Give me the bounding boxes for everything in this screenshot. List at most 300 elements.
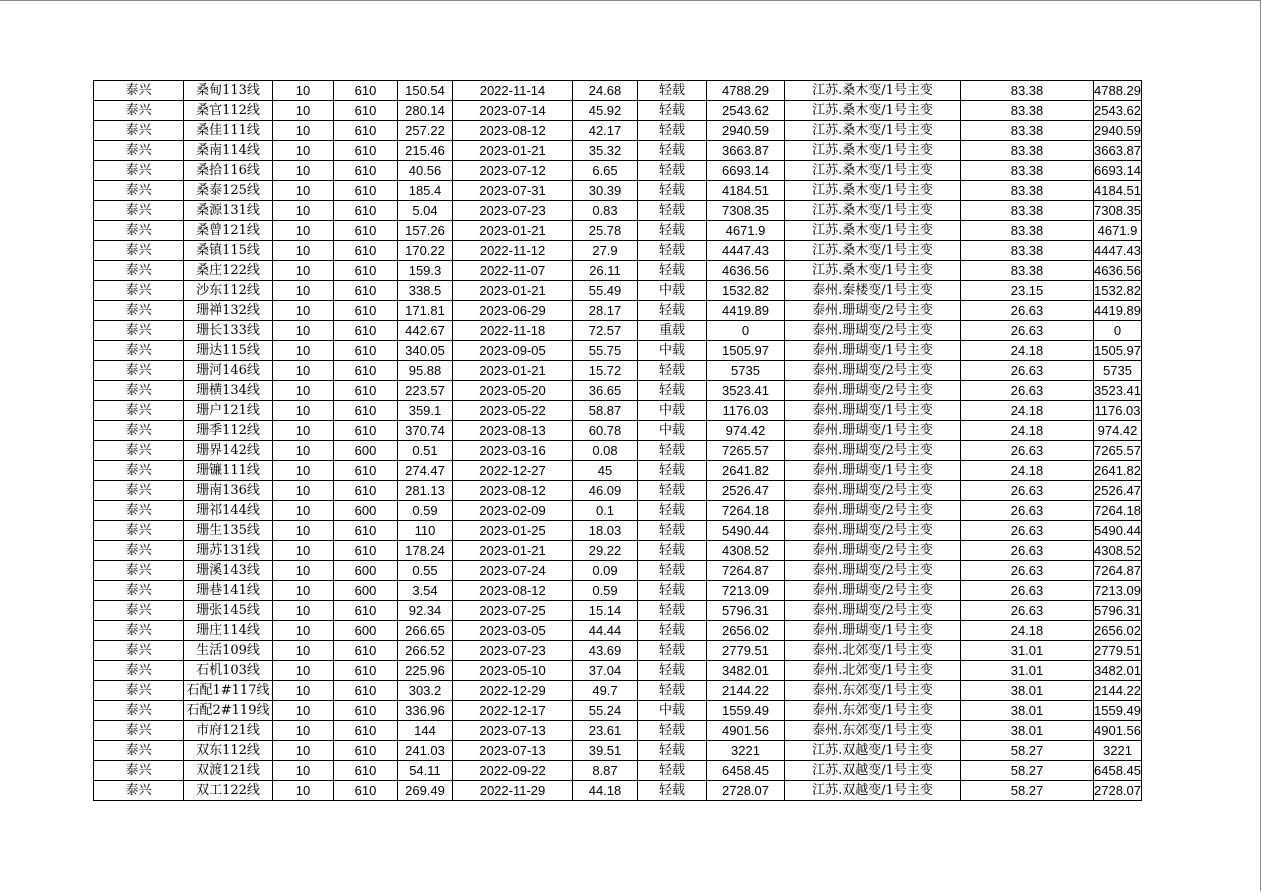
cell-voltage: 10	[273, 421, 334, 441]
cell-transformer-load-rate: 26.63	[961, 581, 1094, 601]
cell-open-capacity: 5796.31	[707, 601, 785, 621]
cell-open-capacity: 4419.89	[707, 301, 785, 321]
cell-load: 110	[398, 521, 453, 541]
table-row	[94, 481, 1142, 501]
cell-capacity: 4671.9	[1094, 221, 1142, 241]
cell-voltage: 10	[273, 701, 334, 721]
cell-rated: 610	[334, 361, 398, 381]
cell-load: 0.51	[398, 441, 453, 461]
cell-load-rate: 46.09	[573, 481, 638, 501]
cell-region: 泰兴	[94, 761, 184, 781]
cell-transformer: 泰州.珊瑚变/2号主变	[785, 301, 961, 321]
cell-load-rate: 0.08	[573, 441, 638, 461]
cell-date: 2023-07-23	[453, 201, 573, 221]
cell-load-rate: 72.57	[573, 321, 638, 341]
cell-load-rate: 8.87	[573, 761, 638, 781]
cell-status: 轻载	[638, 681, 707, 701]
cell-line-name: 珊达115线	[184, 341, 273, 361]
cell-region: 泰兴	[94, 561, 184, 581]
cell-open-capacity: 5490.44	[707, 521, 785, 541]
cell-rated: 600	[334, 501, 398, 521]
cell-transformer-load-rate: 26.63	[961, 301, 1094, 321]
cell-load: 3.54	[398, 581, 453, 601]
cell-date: 2022-11-12	[453, 241, 573, 261]
cell-region: 泰兴	[94, 701, 184, 721]
cell-date: 2023-08-12	[453, 481, 573, 501]
cell-date: 2022-12-27	[453, 461, 573, 481]
cell-rated: 610	[334, 721, 398, 741]
cell-capacity: 4308.52	[1094, 541, 1142, 561]
cell-capacity: 2779.51	[1094, 641, 1142, 661]
cell-load: 0.55	[398, 561, 453, 581]
cell-load: 178.24	[398, 541, 453, 561]
cell-region: 泰兴	[94, 581, 184, 601]
cell-open-capacity: 7308.35	[707, 201, 785, 221]
cell-capacity: 3663.87	[1094, 141, 1142, 161]
cell-load-rate: 42.17	[573, 121, 638, 141]
cell-transformer: 泰州.东郊变/1号主变	[785, 721, 961, 741]
cell-line-name: 石机103线	[184, 661, 273, 681]
cell-status: 轻载	[638, 201, 707, 221]
cell-region: 泰兴	[94, 181, 184, 201]
cell-date: 2023-08-12	[453, 121, 573, 141]
cell-line-name: 桑南114线	[184, 141, 273, 161]
cell-voltage: 10	[273, 721, 334, 741]
cell-status: 轻载	[638, 141, 707, 161]
table-row	[94, 641, 1142, 661]
cell-load-rate: 60.78	[573, 421, 638, 441]
table-row	[94, 361, 1142, 381]
cell-date: 2023-05-20	[453, 381, 573, 401]
cell-capacity: 4184.51	[1094, 181, 1142, 201]
cell-region: 泰兴	[94, 281, 184, 301]
cell-transformer-load-rate: 24.18	[961, 461, 1094, 481]
cell-date: 2023-01-21	[453, 141, 573, 161]
cell-load: 280.14	[398, 101, 453, 121]
cell-date: 2023-01-21	[453, 221, 573, 241]
cell-load: 157.26	[398, 221, 453, 241]
cell-load: 150.54	[398, 81, 453, 101]
cell-date: 2023-07-13	[453, 721, 573, 741]
cell-line-name: 珊季112线	[184, 421, 273, 441]
cell-capacity: 7308.35	[1094, 201, 1142, 221]
cell-transformer-load-rate: 24.18	[961, 341, 1094, 361]
cell-status: 轻载	[638, 261, 707, 281]
cell-load: 266.52	[398, 641, 453, 661]
cell-line-name: 桑庄122线	[184, 261, 273, 281]
table-row	[94, 721, 1142, 741]
cell-rated: 610	[334, 241, 398, 261]
cell-open-capacity: 2641.82	[707, 461, 785, 481]
cell-rated: 610	[334, 401, 398, 421]
cell-open-capacity: 1532.82	[707, 281, 785, 301]
cell-load-rate: 44.18	[573, 781, 638, 801]
cell-open-capacity: 7213.09	[707, 581, 785, 601]
table-row	[94, 761, 1142, 781]
cell-rated: 600	[334, 621, 398, 641]
cell-voltage: 10	[273, 741, 334, 761]
cell-load: 442.67	[398, 321, 453, 341]
cell-load-rate: 49.7	[573, 681, 638, 701]
cell-transformer-load-rate: 83.38	[961, 161, 1094, 181]
cell-line-name: 珊生135线	[184, 521, 273, 541]
cell-voltage: 10	[273, 541, 334, 561]
cell-date: 2023-07-14	[453, 101, 573, 121]
cell-voltage: 10	[273, 281, 334, 301]
cell-status: 轻载	[638, 441, 707, 461]
cell-load: 185.4	[398, 181, 453, 201]
cell-date: 2022-11-07	[453, 261, 573, 281]
cell-voltage: 10	[273, 141, 334, 161]
cell-load-rate: 39.51	[573, 741, 638, 761]
table-row	[94, 621, 1142, 641]
cell-transformer: 江苏.桑木变/1号主变	[785, 121, 961, 141]
cell-load: 359.1	[398, 401, 453, 421]
cell-load: 225.96	[398, 661, 453, 681]
cell-transformer-load-rate: 24.18	[961, 621, 1094, 641]
cell-region: 泰兴	[94, 261, 184, 281]
cell-voltage: 10	[273, 101, 334, 121]
cell-line-name: 市府121线	[184, 721, 273, 741]
cell-status: 轻载	[638, 221, 707, 241]
cell-status: 重载	[638, 321, 707, 341]
table-row	[94, 561, 1142, 581]
cell-transformer-load-rate: 31.01	[961, 641, 1094, 661]
cell-rated: 610	[334, 421, 398, 441]
cell-transformer: 江苏.双越变/1号主变	[785, 741, 961, 761]
cell-transformer-load-rate: 83.38	[961, 121, 1094, 141]
table-row	[94, 341, 1142, 361]
cell-line-name: 石配2#119线	[184, 701, 273, 721]
cell-date: 2022-12-17	[453, 701, 573, 721]
cell-rated: 610	[334, 741, 398, 761]
cell-load: 54.11	[398, 761, 453, 781]
cell-open-capacity: 1505.97	[707, 341, 785, 361]
cell-date: 2023-07-31	[453, 181, 573, 201]
cell-open-capacity: 2543.62	[707, 101, 785, 121]
cell-open-capacity: 6693.14	[707, 161, 785, 181]
cell-rated: 610	[334, 601, 398, 621]
cell-line-name: 珊长133线	[184, 321, 273, 341]
cell-load-rate: 55.75	[573, 341, 638, 361]
cell-open-capacity: 7265.57	[707, 441, 785, 461]
cell-status: 轻载	[638, 161, 707, 181]
cell-region: 泰兴	[94, 641, 184, 661]
cell-date: 2023-05-22	[453, 401, 573, 421]
cell-load-rate: 0.59	[573, 581, 638, 601]
cell-transformer: 泰州.珊瑚变/2号主变	[785, 521, 961, 541]
cell-transformer: 江苏.桑木变/1号主变	[785, 201, 961, 221]
cell-transformer-load-rate: 26.63	[961, 521, 1094, 541]
cell-transformer-load-rate: 26.63	[961, 321, 1094, 341]
cell-status: 轻载	[638, 461, 707, 481]
cell-line-name: 石配1#117线	[184, 681, 273, 701]
cell-transformer: 泰州.珊瑚变/2号主变	[785, 441, 961, 461]
cell-line-name: 珊界142线	[184, 441, 273, 461]
cell-voltage: 10	[273, 641, 334, 661]
cell-voltage: 10	[273, 661, 334, 681]
cell-rated: 610	[334, 261, 398, 281]
table-row	[94, 281, 1142, 301]
cell-transformer: 泰州.珊瑚变/1号主变	[785, 621, 961, 641]
cell-status: 轻载	[638, 521, 707, 541]
cell-transformer-load-rate: 38.01	[961, 721, 1094, 741]
cell-transformer-load-rate: 38.01	[961, 681, 1094, 701]
cell-transformer-load-rate: 58.27	[961, 781, 1094, 801]
cell-load: 340.05	[398, 341, 453, 361]
cell-region: 泰兴	[94, 301, 184, 321]
cell-rated: 610	[334, 541, 398, 561]
table-row	[94, 781, 1142, 801]
table-row	[94, 441, 1142, 461]
table-row	[94, 81, 1142, 101]
table-row	[94, 181, 1142, 201]
cell-capacity: 5735	[1094, 361, 1142, 381]
cell-region: 泰兴	[94, 501, 184, 521]
cell-status: 轻载	[638, 241, 707, 261]
cell-capacity: 1532.82	[1094, 281, 1142, 301]
cell-region: 泰兴	[94, 341, 184, 361]
cell-transformer: 泰州.珊瑚变/2号主变	[785, 321, 961, 341]
cell-capacity: 6458.45	[1094, 761, 1142, 781]
table-row	[94, 161, 1142, 181]
cell-load: 338.5	[398, 281, 453, 301]
cell-load: 269.49	[398, 781, 453, 801]
cell-region: 泰兴	[94, 521, 184, 541]
cell-date: 2023-08-12	[453, 581, 573, 601]
cell-region: 泰兴	[94, 101, 184, 121]
cell-transformer-load-rate: 24.18	[961, 421, 1094, 441]
cell-status: 轻载	[638, 301, 707, 321]
cell-load: 223.57	[398, 381, 453, 401]
cell-status: 轻载	[638, 641, 707, 661]
cell-voltage: 10	[273, 121, 334, 141]
cell-load: 257.22	[398, 121, 453, 141]
cell-transformer: 江苏.桑木变/1号主变	[785, 261, 961, 281]
cell-date: 2022-12-29	[453, 681, 573, 701]
cell-line-name: 珊张145线	[184, 601, 273, 621]
cell-region: 泰兴	[94, 201, 184, 221]
cell-open-capacity: 3482.01	[707, 661, 785, 681]
cell-rated: 610	[334, 221, 398, 241]
cell-rated: 610	[334, 81, 398, 101]
cell-date: 2022-11-18	[453, 321, 573, 341]
cell-transformer-load-rate: 83.38	[961, 141, 1094, 161]
cell-open-capacity: 5735	[707, 361, 785, 381]
cell-load: 144	[398, 721, 453, 741]
cell-load: 336.96	[398, 701, 453, 721]
cell-region: 泰兴	[94, 361, 184, 381]
cell-voltage: 10	[273, 81, 334, 101]
data-table	[93, 80, 1142, 801]
cell-transformer: 泰州.珊瑚变/2号主变	[785, 541, 961, 561]
cell-transformer-load-rate: 58.27	[961, 741, 1094, 761]
cell-line-name: 珊户121线	[184, 401, 273, 421]
cell-date: 2023-01-21	[453, 281, 573, 301]
cell-rated: 600	[334, 441, 398, 461]
table-row	[94, 501, 1142, 521]
cell-transformer: 江苏.桑木变/1号主变	[785, 101, 961, 121]
cell-region: 泰兴	[94, 461, 184, 481]
cell-line-name: 桑甸113线	[184, 81, 273, 101]
cell-load-rate: 0.83	[573, 201, 638, 221]
cell-rated: 610	[334, 381, 398, 401]
cell-load-rate: 24.68	[573, 81, 638, 101]
table-row	[94, 461, 1142, 481]
cell-date: 2023-05-10	[453, 661, 573, 681]
cell-open-capacity: 4901.56	[707, 721, 785, 741]
cell-rated: 610	[334, 341, 398, 361]
cell-open-capacity: 974.42	[707, 421, 785, 441]
cell-open-capacity: 4788.29	[707, 81, 785, 101]
cell-region: 泰兴	[94, 541, 184, 561]
cell-voltage: 10	[273, 581, 334, 601]
cell-capacity: 7213.09	[1094, 581, 1142, 601]
cell-load-rate: 27.9	[573, 241, 638, 261]
cell-capacity: 7264.87	[1094, 561, 1142, 581]
cell-load-rate: 43.69	[573, 641, 638, 661]
cell-voltage: 10	[273, 201, 334, 221]
cell-line-name: 珊溪143线	[184, 561, 273, 581]
cell-transformer: 泰州.秦楼变/1号主变	[785, 281, 961, 301]
table-row	[94, 701, 1142, 721]
cell-capacity: 6693.14	[1094, 161, 1142, 181]
cell-status: 轻载	[638, 761, 707, 781]
cell-voltage: 10	[273, 441, 334, 461]
cell-status: 中载	[638, 281, 707, 301]
cell-transformer: 江苏.双越变/1号主变	[785, 761, 961, 781]
cell-status: 轻载	[638, 381, 707, 401]
cell-status: 轻载	[638, 621, 707, 641]
cell-transformer: 泰州.珊瑚变/2号主变	[785, 561, 961, 581]
cell-transformer: 江苏.桑木变/1号主变	[785, 221, 961, 241]
cell-region: 泰兴	[94, 381, 184, 401]
cell-transformer: 泰州.北郊变/1号主变	[785, 641, 961, 661]
cell-line-name: 桑官112线	[184, 101, 273, 121]
cell-line-name: 桑泰125线	[184, 181, 273, 201]
cell-rated: 610	[334, 201, 398, 221]
cell-transformer-load-rate: 83.38	[961, 241, 1094, 261]
cell-load: 170.22	[398, 241, 453, 261]
cell-region: 泰兴	[94, 221, 184, 241]
cell-capacity: 7265.57	[1094, 441, 1142, 461]
cell-status: 轻载	[638, 561, 707, 581]
cell-date: 2023-07-12	[453, 161, 573, 181]
cell-voltage: 10	[273, 261, 334, 281]
table-row	[94, 221, 1142, 241]
cell-load: 266.65	[398, 621, 453, 641]
cell-transformer: 江苏.桑木变/1号主变	[785, 241, 961, 261]
cell-date: 2023-06-29	[453, 301, 573, 321]
cell-line-name: 桑源131线	[184, 201, 273, 221]
cell-status: 中载	[638, 341, 707, 361]
cell-line-name: 生活109线	[184, 641, 273, 661]
cell-transformer-load-rate: 83.38	[961, 201, 1094, 221]
table-row	[94, 321, 1142, 341]
cell-open-capacity: 2526.47	[707, 481, 785, 501]
cell-transformer: 泰州.珊瑚变/2号主变	[785, 601, 961, 621]
cell-line-name: 珊巷141线	[184, 581, 273, 601]
cell-line-name: 珊南136线	[184, 481, 273, 501]
cell-transformer: 泰州.珊瑚变/2号主变	[785, 361, 961, 381]
cell-line-name: 桑镇115线	[184, 241, 273, 261]
cell-load: 241.03	[398, 741, 453, 761]
cell-line-name: 桑拾116线	[184, 161, 273, 181]
cell-status: 轻载	[638, 541, 707, 561]
cell-transformer-load-rate: 83.38	[961, 181, 1094, 201]
cell-status: 中载	[638, 421, 707, 441]
cell-voltage: 10	[273, 301, 334, 321]
cell-rated: 600	[334, 581, 398, 601]
cell-rated: 610	[334, 641, 398, 661]
cell-transformer: 泰州.珊瑚变/1号主变	[785, 341, 961, 361]
cell-rated: 610	[334, 321, 398, 341]
cell-open-capacity: 3221	[707, 741, 785, 761]
cell-date: 2022-11-14	[453, 81, 573, 101]
cell-status: 轻载	[638, 181, 707, 201]
cell-voltage: 10	[273, 341, 334, 361]
cell-load-rate: 15.72	[573, 361, 638, 381]
cell-voltage: 10	[273, 181, 334, 201]
cell-region: 泰兴	[94, 661, 184, 681]
cell-load-rate: 58.87	[573, 401, 638, 421]
cell-capacity: 0	[1094, 321, 1142, 341]
cell-transformer: 泰州.东郊变/1号主变	[785, 681, 961, 701]
cell-status: 轻载	[638, 361, 707, 381]
cell-status: 轻载	[638, 661, 707, 681]
cell-open-capacity: 4447.43	[707, 241, 785, 261]
cell-capacity: 7264.18	[1094, 501, 1142, 521]
cell-capacity: 3482.01	[1094, 661, 1142, 681]
table-row	[94, 241, 1142, 261]
cell-voltage: 10	[273, 161, 334, 181]
cell-load: 5.04	[398, 201, 453, 221]
cell-voltage: 10	[273, 401, 334, 421]
cell-voltage: 10	[273, 781, 334, 801]
cell-date: 2023-07-24	[453, 561, 573, 581]
cell-status: 中载	[638, 701, 707, 721]
cell-capacity: 1176.03	[1094, 401, 1142, 421]
cell-capacity: 974.42	[1094, 421, 1142, 441]
cell-region: 泰兴	[94, 121, 184, 141]
cell-load-rate: 45	[573, 461, 638, 481]
cell-transformer-load-rate: 26.63	[961, 481, 1094, 501]
cell-status: 轻载	[638, 481, 707, 501]
cell-status: 轻载	[638, 501, 707, 521]
cell-region: 泰兴	[94, 321, 184, 341]
cell-open-capacity: 2940.59	[707, 121, 785, 141]
cell-load: 40.56	[398, 161, 453, 181]
cell-transformer-load-rate: 26.63	[961, 381, 1094, 401]
cell-capacity: 2641.82	[1094, 461, 1142, 481]
cell-open-capacity: 4671.9	[707, 221, 785, 241]
cell-date: 2023-01-21	[453, 541, 573, 561]
cell-transformer-load-rate: 26.63	[961, 501, 1094, 521]
cell-open-capacity: 4184.51	[707, 181, 785, 201]
table-row	[94, 541, 1142, 561]
cell-transformer: 江苏.桑木变/1号主变	[785, 141, 961, 161]
cell-voltage: 10	[273, 601, 334, 621]
table-row	[94, 581, 1142, 601]
cell-transformer: 泰州.珊瑚变/2号主变	[785, 581, 961, 601]
cell-line-name: 珊横134线	[184, 381, 273, 401]
cell-capacity: 2940.59	[1094, 121, 1142, 141]
cell-load-rate: 26.11	[573, 261, 638, 281]
cell-rated: 610	[334, 301, 398, 321]
cell-line-name: 珊庄114线	[184, 621, 273, 641]
table-row	[94, 601, 1142, 621]
cell-region: 泰兴	[94, 241, 184, 261]
